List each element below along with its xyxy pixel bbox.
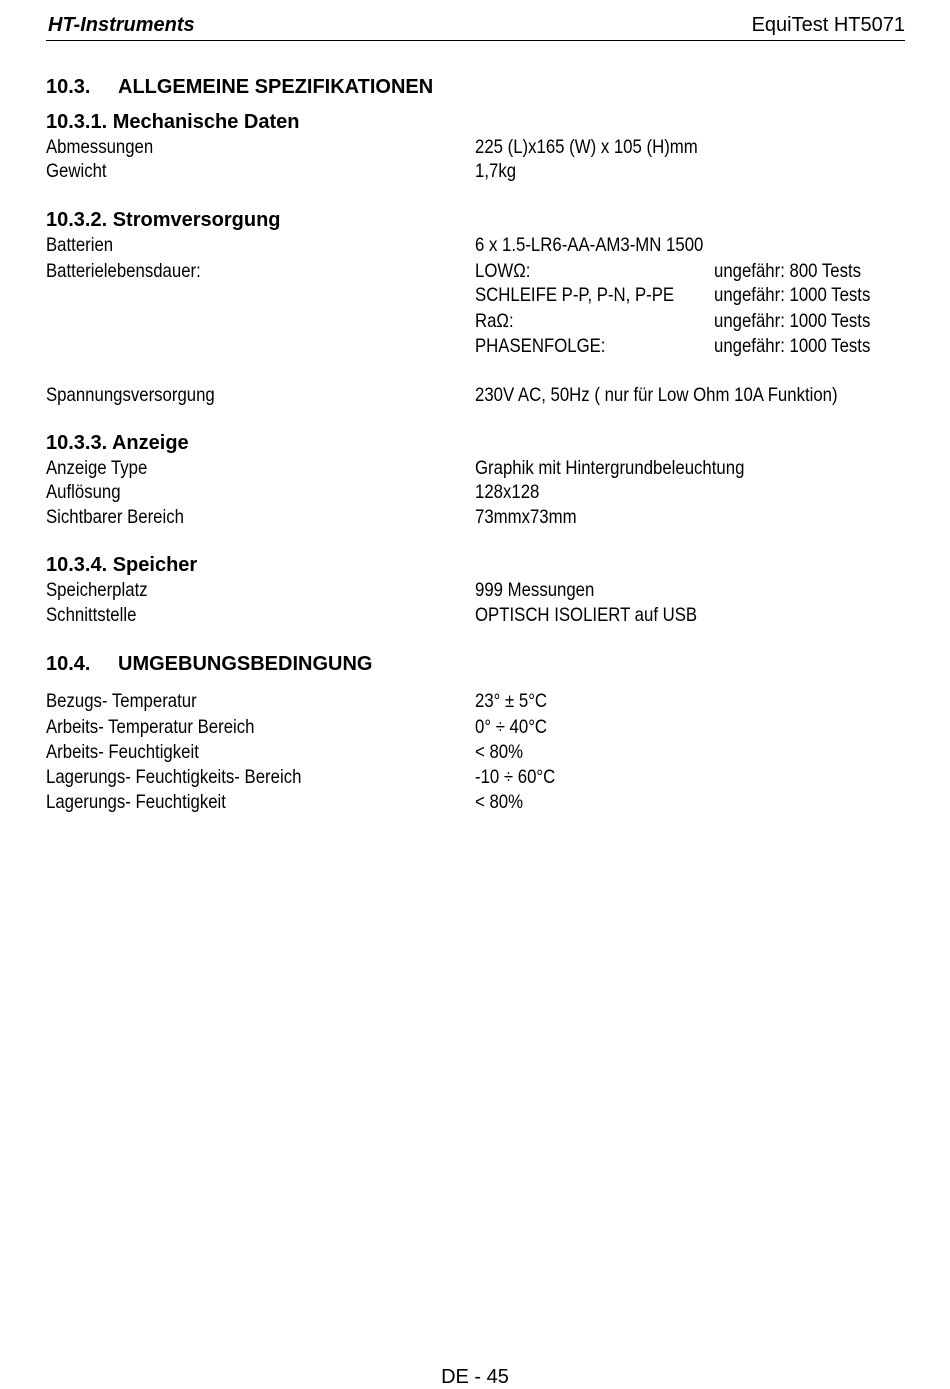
spec-value: 230V AC, 50Hz ( nur für Low Ohm 10A Funktion)	[475, 384, 838, 406]
subsection-title-memory: 10.3.4. Speicher	[46, 554, 198, 576]
spec-value: < 80%	[475, 791, 524, 813]
section-number: 10.3.	[46, 76, 91, 98]
spec-label: Arbeits- Feuchtigkeit	[46, 741, 199, 763]
subsection-title-power: 10.3.2. Stromversorgung	[46, 209, 281, 231]
section-number: 10.4.	[46, 653, 91, 675]
spec-label: Lagerungs- Feuchtigkeits- Bereich	[46, 766, 302, 788]
spec-value: < 80%	[475, 741, 524, 763]
brand-name: HT-Instruments	[48, 14, 195, 36]
spec-label: Arbeits- Temperatur Bereich	[46, 716, 255, 738]
spec-label: Auflösung	[46, 481, 121, 503]
spec-value: 999 Messungen	[475, 579, 595, 601]
spec-value: 225 (L)x165 (W) x 105 (H)mm	[475, 136, 698, 158]
battery-life-value: ungefähr: 800 Tests	[714, 260, 862, 282]
spec-label: Lagerungs- Feuchtigkeit	[46, 791, 226, 813]
section-title: ALLGEMEINE SPEZIFIKATIONEN	[118, 76, 434, 98]
product-name: EquiTest HT5071	[751, 14, 905, 36]
section-title: UMGEBUNGSBEDINGUNG	[118, 653, 373, 675]
battery-life-value: ungefähr: 1000 Tests	[714, 310, 871, 332]
spec-label: Speicherplatz	[46, 579, 148, 601]
spec-value: 6 x 1.5-LR6-AA-AM3-MN 1500	[475, 234, 704, 256]
spec-value: 23° ± 5°C	[475, 690, 548, 712]
page-number: DE - 45	[441, 1366, 509, 1388]
battery-life-mode: SCHLEIFE P-P, P-N, P-PE	[475, 284, 675, 306]
spec-value: 0° ÷ 40°C	[475, 716, 548, 738]
battery-life-value: ungefähr: 1000 Tests	[714, 335, 871, 357]
subsection-title-mechanical: 10.3.1. Mechanische Daten	[46, 111, 300, 133]
spec-label: Abmessungen	[46, 136, 154, 158]
battery-life-mode: LOWΩ:	[475, 260, 531, 282]
spec-label: Batterien	[46, 234, 114, 256]
spec-value: Graphik mit Hintergrundbeleuchtung	[475, 457, 745, 479]
spec-label: Gewicht	[46, 160, 107, 182]
spec-label: Anzeige Type	[46, 457, 148, 479]
spec-value: 1,7kg	[475, 160, 517, 182]
spec-label: Sichtbarer Bereich	[46, 506, 184, 528]
spec-label: Bezugs- Temperatur	[46, 690, 197, 712]
battery-life-value: ungefähr: 1000 Tests	[714, 284, 871, 306]
subsection-title-display: 10.3.3. Anzeige	[46, 432, 189, 454]
page-header	[46, 12, 905, 41]
battery-life-mode: PHASENFOLGE:	[475, 335, 606, 357]
battery-life-mode: RaΩ:	[475, 310, 514, 332]
spec-label: Batterielebensdauer:	[46, 260, 201, 282]
spec-label: Spannungsversorgung	[46, 384, 215, 406]
spec-label: Schnittstelle	[46, 604, 137, 626]
spec-value: 128x128	[475, 481, 540, 503]
spec-value: 73mmx73mm	[475, 506, 577, 528]
spec-value: OPTISCH ISOLIERT auf USB	[475, 604, 698, 626]
spec-value: -10 ÷ 60°C	[475, 766, 556, 788]
